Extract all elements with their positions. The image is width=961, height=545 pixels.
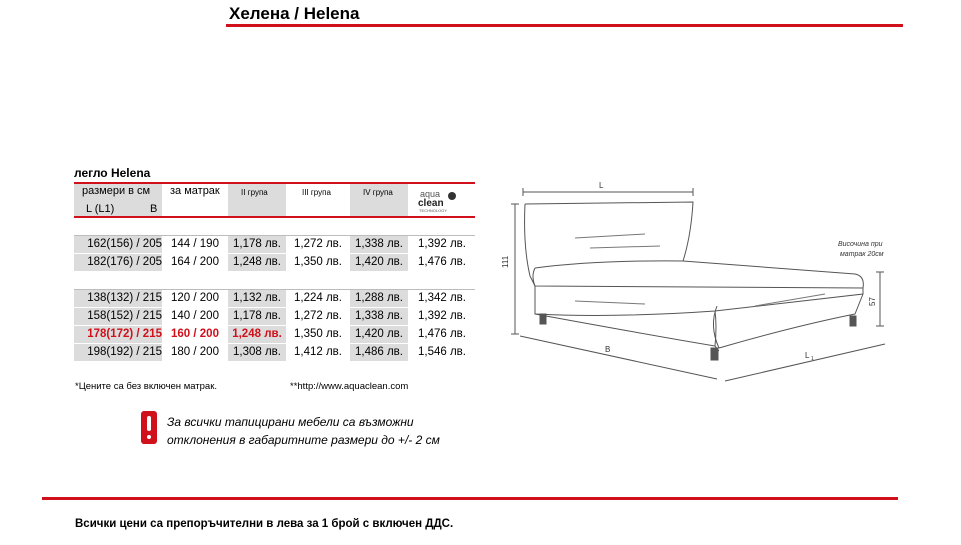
cell-aqua: 1,546 лв. <box>418 346 466 358</box>
cell-group2: 1,178 лв. <box>228 308 286 325</box>
label-l: L <box>599 181 604 190</box>
cell-group4: 1,338 лв. <box>350 236 408 253</box>
footnote-aquaclean: **http://www.aquaclean.com <box>290 381 409 392</box>
cell-group2: 1,132 лв. <box>228 290 286 307</box>
cell-group3: 1,350 лв. <box>294 256 342 268</box>
bottom-divider <box>42 497 898 500</box>
cell-mattress: 140 / 200 <box>171 310 219 322</box>
title-divider <box>226 24 903 27</box>
label-57: 57 <box>868 297 877 306</box>
cell-group2: 1,248 лв. <box>228 326 286 343</box>
header-group2: II група <box>241 188 268 197</box>
table-row <box>74 254 475 271</box>
bed-dimension-drawing <box>495 176 905 396</box>
aqua-logo-sub: TECHNOLOGY <box>419 208 448 213</box>
table-header-divider <box>74 216 475 218</box>
cell-mattress: 160 / 200 <box>171 328 219 340</box>
price-disclaimer: Всички цени са препоръчителни в лева за 1 брой с включен ДДС. <box>75 518 454 530</box>
cell-size: 158(152) / 215 <box>74 308 162 326</box>
cell-size: 178(172) / 215 <box>74 326 162 344</box>
mattress-height-note-2: матрак 20см <box>840 251 884 258</box>
table-row <box>74 308 475 325</box>
cell-mattress: 144 / 190 <box>171 238 219 250</box>
cell-group2: 1,178 лв. <box>228 236 286 253</box>
table-row <box>74 236 475 253</box>
warning-text <box>167 413 487 449</box>
label-b: B <box>605 345 611 354</box>
aqua-logo-top: aqua <box>420 189 441 199</box>
cell-group2: 1,308 лв. <box>228 344 286 361</box>
cell-aqua: 1,476 лв. <box>418 328 466 340</box>
header-sizes-l: L (L1) <box>86 203 115 215</box>
warning-line-1: За всички тапицирани мебели са възможни <box>167 415 414 429</box>
cell-aqua: 1,392 лв. <box>418 310 466 322</box>
header-group4: IV група <box>363 188 393 197</box>
label-111: 111 <box>501 255 510 268</box>
header-mattress: за матрак <box>170 185 220 197</box>
cell-group3: 1,224 лв. <box>294 292 342 304</box>
cell-aqua: 1,392 лв. <box>418 238 466 250</box>
footnote-mattress: *Цените са без включен матрак. <box>75 381 218 392</box>
table-row <box>74 344 475 361</box>
header-group3: III група <box>302 188 331 197</box>
cell-group3: 1,350 лв. <box>294 328 342 340</box>
cell-size: 198(192) / 215 <box>74 344 162 362</box>
cell-group2: 1,248 лв. <box>228 254 286 271</box>
warning-line-2: отклонения в габаритните размери до +/- 2 см <box>167 433 440 447</box>
header-sizes: размери в см <box>82 185 151 197</box>
cell-size: 138(132) / 215 <box>74 290 162 308</box>
page-title: Хелена / Helena <box>229 4 360 23</box>
cell-group3: 1,272 лв. <box>294 238 342 250</box>
dimension-line-l1 <box>725 344 885 381</box>
warning-icon <box>141 411 157 444</box>
cell-group3: 1,412 лв. <box>294 346 342 358</box>
cell-group4: 1,420 лв. <box>350 254 408 271</box>
aquaclean-logo <box>416 188 460 214</box>
aqua-logo-dot-icon <box>448 192 456 200</box>
bed-label: легло Helena <box>74 166 151 180</box>
label-l1-sub: 1 <box>811 356 814 362</box>
dimension-line-b <box>520 336 717 379</box>
header-sizes-b: B <box>150 203 158 215</box>
cell-group4: 1,288 лв. <box>350 290 408 307</box>
cell-group4: 1,420 лв. <box>350 326 408 343</box>
cell-mattress: 164 / 200 <box>171 256 219 268</box>
aqua-logo-bottom: clean <box>418 198 444 209</box>
cell-size: 182(176) / 205 <box>74 254 162 272</box>
cell-size: 162(156) / 205 <box>74 236 162 254</box>
table-row-highlighted <box>74 326 475 343</box>
cell-mattress: 180 / 200 <box>171 346 219 358</box>
cell-aqua: 1,342 лв. <box>418 292 466 304</box>
cell-mattress: 120 / 200 <box>171 292 219 304</box>
table-row <box>74 290 475 307</box>
cell-group4: 1,486 лв. <box>350 344 408 361</box>
label-l1: L <box>805 351 810 360</box>
cell-group4: 1,338 лв. <box>350 308 408 325</box>
cell-group3: 1,272 лв. <box>294 310 342 322</box>
cell-aqua: 1,476 лв. <box>418 256 466 268</box>
mattress-height-note-1: Височина при <box>838 241 883 248</box>
